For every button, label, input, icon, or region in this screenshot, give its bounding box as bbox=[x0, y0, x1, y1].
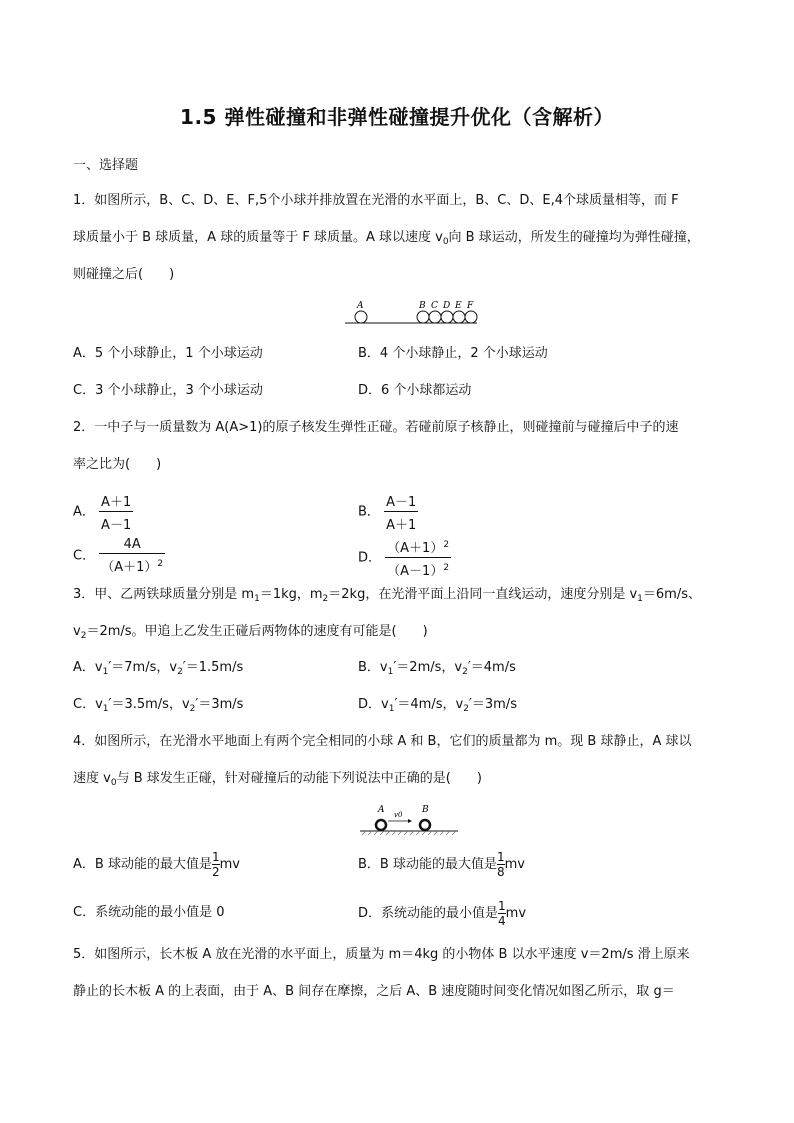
q4-option-d[interactable]: D．系统动能的最小值是 $\frac{1}{4}$ mv bbox=[358, 899, 527, 928]
q2-text-line1: 2．一中子与一质量数为 A(A>1)的原子核发生弹性正碰。若碰前原子核静止，则碰撞前与碰撞后中子的速 bbox=[73, 420, 679, 435]
label-f: F bbox=[467, 301, 474, 311]
label-a: A bbox=[357, 301, 364, 311]
label-e: E bbox=[455, 301, 462, 311]
section-heading: 一、选择题 bbox=[73, 158, 139, 173]
label-b: B bbox=[422, 805, 429, 815]
q3-option-d[interactable]: D．$v_1'=4m/s$，$v_2'=3m/s$ bbox=[358, 697, 517, 714]
q1-option-a[interactable]: A．5 个小球静止，1 个小球运动 bbox=[73, 346, 263, 361]
label-a: A bbox=[378, 805, 385, 815]
q4-option-b[interactable]: B．B 球动能的最大值是 $\frac{1}{8}$ mv bbox=[358, 850, 525, 879]
q3-text-line1: 3．甲、乙两铁球质量分别是 $m_1=1kg$，$m_2=2kg$，在光滑平面上沿同一直线运动，速度分别是 $v_1=6m/s$、 bbox=[73, 587, 701, 604]
q1-text-line1: 1．如图所示，B、C、D、E、F,5个小球并排放置在光滑的水平面上，B、C、D、E,4个球质量相等，而 F bbox=[73, 193, 679, 208]
q4-collision-figure bbox=[360, 802, 460, 836]
q1-text-line2: 球质量小于 B 球质量，A 球的质量等于 F 球质量。A 球以速度 $v_0$向 B 球运动，所发生的碰撞均为弹性碰撞， bbox=[73, 230, 700, 247]
q1-balls-figure bbox=[345, 299, 480, 329]
label-d: D bbox=[443, 301, 451, 311]
label-c: C bbox=[431, 301, 438, 311]
q4-option-a[interactable]: A．B 球动能的最大值是 $\frac{1}{2}$ mv bbox=[73, 850, 240, 879]
label-b: B bbox=[419, 301, 426, 311]
q1-option-b[interactable]: B．4 个小球静止，2 个小球运动 bbox=[358, 346, 548, 361]
q5-text-line1: 5．如图所示，长木板 A 放在光滑的水平面上，质量为 m＝4kg 的小物体 B 以水平速度 v＝2m/s 滑上原来 bbox=[73, 947, 690, 962]
q1-text-line3: 则碰撞之后( ) bbox=[73, 267, 175, 282]
label-v0: v0 bbox=[394, 811, 403, 819]
q5-text-line2: 静止的长木板 A 的上表面，由于 A、B 间存在摩擦，之后 A、B 速度随时间变化情况如图乙所示，取 g＝ bbox=[73, 984, 675, 999]
q3-option-b[interactable]: B．$v_1'=2m/s$，$v_2'=4m/s$ bbox=[358, 660, 516, 677]
q1-option-c[interactable]: C．3 个小球静止，3 个小球运动 bbox=[73, 383, 263, 398]
q1-option-d[interactable]: D．6 个小球都运动 bbox=[358, 383, 472, 398]
page-title: 1.5 弹性碰撞和非弹性碰撞提升优化（含解析） bbox=[180, 105, 614, 129]
q2-option-c[interactable]: C． $\frac{4A}{(A+1)^2}$ bbox=[73, 537, 164, 575]
q4-option-c[interactable]: C．系统动能的最小值是 0 bbox=[73, 905, 225, 920]
q2-option-d[interactable]: D． $\frac{(A+1)^2}{(A-1)^2}$ bbox=[358, 537, 451, 579]
q2-option-a[interactable]: A． $\frac{A+1}{A-1}$ bbox=[73, 491, 133, 533]
q3-text-line2: $v_2=2m/s$。甲追上乙发生正碰后两物体的速度有可能是( ) bbox=[73, 624, 428, 641]
q3-option-c[interactable]: C．$v_1'=3.5m/s$，$v_2'=3m/s$ bbox=[73, 697, 244, 714]
q2-option-b[interactable]: B． $\frac{A-1}{A+1}$ bbox=[358, 491, 418, 533]
q4-text-line2: 速度 $v_0$与 B 球发生正碰，针对碰撞后的动能下列说法中正确的是( ) bbox=[73, 771, 482, 788]
q2-text-line2: 率之比为( ) bbox=[73, 457, 162, 472]
q4-text-line1: 4．如图所示，在光滑水平地面上有两个完全相同的小球 A 和 B，它们的质量都为 m。现 B 球静止，A 球以 bbox=[73, 734, 692, 749]
q3-option-a[interactable]: A．$v_1'=7m/s$，$v_2'=1.5m/s$ bbox=[73, 660, 244, 677]
